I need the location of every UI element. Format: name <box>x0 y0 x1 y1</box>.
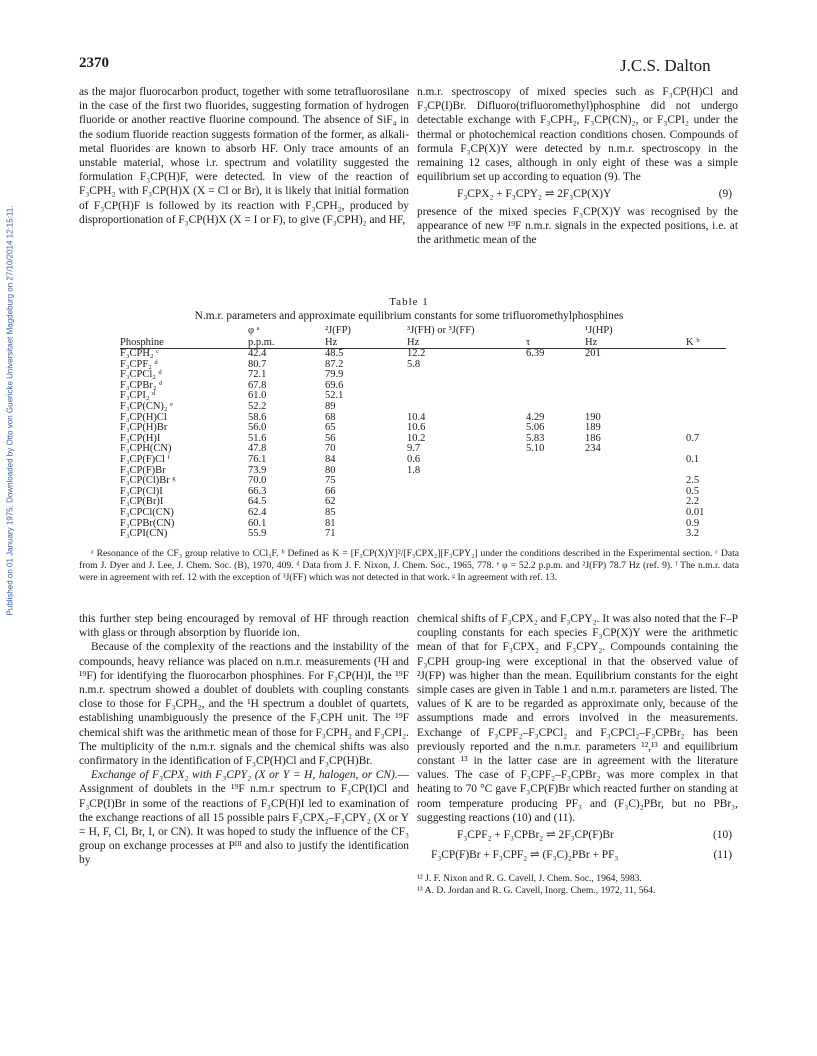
table-cell: 48.5 <box>325 348 344 359</box>
table-cell <box>407 402 526 413</box>
table-body <box>120 349 726 540</box>
table-header-cell: τ <box>526 337 585 349</box>
top-left-column <box>79 85 409 227</box>
table-cell: 72.1 <box>248 369 267 381</box>
table-cell: F₃CP(Br)I <box>120 496 164 508</box>
table-cell <box>407 476 526 487</box>
table-cell: 201 <box>585 348 601 359</box>
section-heading-exchange: Exchange of F₃CPX₂ with F₃CPY₂ (X or Y = H, halogen, or CN). <box>91 769 398 782</box>
equation-10-formula: F₃CPF₂ + F₃CPBr₂ ⇌ 2F₃CP(F)Br <box>457 829 614 842</box>
equation-9 <box>417 184 738 204</box>
table-cell: 73.9 <box>248 464 267 476</box>
table-cell: 85 <box>325 506 336 518</box>
table-cell <box>686 381 726 392</box>
table-cell: 0.9 <box>686 517 700 529</box>
table-row <box>120 497 726 508</box>
table-row <box>120 434 726 445</box>
table-header-cell <box>686 325 726 337</box>
table-cell: 234 <box>585 443 601 455</box>
table-cell <box>585 455 686 466</box>
table-cell: 52.1 <box>325 390 344 402</box>
table-cell: F₃CPCl₂ ᵈ <box>120 369 162 381</box>
download-watermark <box>2 150 18 670</box>
table-cell: 47.8 <box>248 443 267 455</box>
equation-10 <box>417 825 738 845</box>
table-cell: 75 <box>325 475 336 487</box>
table-cell <box>526 519 585 530</box>
table-cell <box>407 529 526 540</box>
bottom-left-paragraph-1: this further step being encouraged by removal of HF through reaction with glass or through absorption by fluoride ion. <box>79 613 409 640</box>
table-header-cell: ²J(FP) <box>325 325 351 336</box>
table-cell: 61.0 <box>248 390 267 402</box>
table-cell: 55.9 <box>248 528 267 540</box>
table-header-cell: K ᵇ <box>686 337 726 349</box>
table-cell <box>585 508 686 519</box>
table-cell <box>686 349 726 360</box>
table-cell <box>585 487 686 498</box>
table-cell <box>526 381 585 392</box>
table-cell: 69.6 <box>325 379 344 391</box>
table-row <box>120 476 726 487</box>
table-cell: 0.1 <box>686 453 700 465</box>
table-cell <box>407 381 526 392</box>
table-cell <box>585 529 686 540</box>
table-cell <box>526 508 585 519</box>
table-cell <box>526 476 585 487</box>
table-cell <box>526 360 585 371</box>
table-cell: F₃CP(H)Br <box>120 422 168 434</box>
table-cell: 65 <box>325 422 336 434</box>
table-row <box>120 508 726 519</box>
table-cell: 3.2 <box>686 528 700 540</box>
table-header-cell: Hz <box>585 337 686 349</box>
table-cell <box>585 466 686 477</box>
table-cell: 5.8 <box>407 358 421 370</box>
table-row <box>120 455 726 466</box>
table-cell: F₃CPCl(CN) <box>120 506 174 518</box>
table-cell: 1.8 <box>407 464 421 476</box>
journal-name: J.C.S. Dalton <box>620 56 711 75</box>
table-cell: 10.4 <box>407 411 426 423</box>
table-cell: 80.7 <box>248 358 267 370</box>
table-cell <box>585 381 686 392</box>
table-cell: 6.39 <box>526 348 545 359</box>
table-cell: 2.5 <box>686 475 700 487</box>
table-row <box>120 349 726 360</box>
top-right-paragraph-1: n.m.r. spectroscopy of mixed species such as F₃CP(H)Cl and F₃CP(I)Br. Difluoro(trifluoromethyl)phosphine did not undergo detectable exchange with F₃CPH₂, F₃CP(CN)₂, or F₃CPI₂ under the thermal or photochemical reaction conditions chosen. Compounds of formula F₃CP(X)Y were detected by n.m.r. spectroscopy in the remaining 12 cases, although in only eight of these was a simple equilibrium set up according to equation (9). The <box>417 86 738 184</box>
table-cell: 5.83 <box>526 432 545 444</box>
table-cell: F₃CP(CN)₂ ᵉ <box>120 400 173 412</box>
top-right-paragraph-2: presence of the mixed species F₃CP(X)Y was recognised by the appearance of new ¹⁹F n.m.r. signals in the expected positions, i.e. at the arithmetic mean of the <box>417 205 738 247</box>
table-row <box>120 444 726 455</box>
table-cell: 56 <box>325 432 336 444</box>
table-caption: N.m.r. parameters and approximate equilibrium constants for some trifluoromethylphosphines <box>194 310 624 322</box>
table-cell <box>526 529 585 540</box>
table-cell <box>526 487 585 498</box>
table-header-cell: ³J(FH) or ³J(FF) <box>407 325 475 336</box>
table-cell: 76.1 <box>248 453 267 465</box>
table-cell: 42.4 <box>248 348 267 359</box>
table-cell: 70 <box>325 443 336 455</box>
table-cell <box>585 497 686 508</box>
table-header-row-1 <box>120 325 726 337</box>
table-cell: 89 <box>325 400 336 412</box>
table-cell: 62 <box>325 496 336 508</box>
table-cell <box>585 476 686 487</box>
table-header-cell <box>120 325 248 337</box>
table-cell: F₃CP(F)Cl ᶠ <box>120 453 170 465</box>
nmr-parameters-table <box>120 325 726 540</box>
table-cell: 84 <box>325 453 336 465</box>
table-cell <box>526 455 585 466</box>
bottom-right-column <box>417 612 738 897</box>
table-cell: 66.3 <box>248 485 267 497</box>
equation-11-number: (11) <box>713 849 732 862</box>
table-header-cell: Hz <box>407 337 526 349</box>
table-row <box>120 529 726 540</box>
table-cell <box>585 402 686 413</box>
bottom-left-paragraph-3-text: —Assignment of doublets in the ¹⁹F n.m.r spectrum to F₃CP(I)Cl and F₃CP(I)Br in some of the reactions of F₃CP(H)I led to examination of the exchange reactions of all 15 possible pairs F₃CPX₂–F₃CPY₂ (X or Y = H, F, Cl, Br, I, or CN). It was hoped to study the influence of the CF₃ group on exchange processes at Pᴵᴵᴵ and also to justify the identification by <box>79 769 409 867</box>
table-row <box>120 360 726 371</box>
table-cell: 9.7 <box>407 443 421 455</box>
table-cell <box>407 487 526 498</box>
table-cell <box>686 413 726 424</box>
table-cell: F₃CPBr(CN) <box>120 517 175 529</box>
table-header-cell: Phosphine <box>120 337 248 349</box>
table-cell <box>526 402 585 413</box>
table-cell: 5.06 <box>526 422 545 434</box>
equation-11 <box>417 845 738 865</box>
top-right-column <box>417 85 738 247</box>
table-cell: 10.2 <box>407 432 426 444</box>
page-number: 2370 <box>79 55 109 71</box>
table-cell: 66 <box>325 485 336 497</box>
table-header-cell: p.p.m. <box>248 337 325 349</box>
table-cell: 67.8 <box>248 379 267 391</box>
table-cell: F₃CPH₂ ᶜ <box>120 348 159 359</box>
table-cell: 70.0 <box>248 475 267 487</box>
table-footnotes <box>79 548 739 583</box>
references <box>417 873 738 897</box>
table-cell: 0.7 <box>686 432 700 444</box>
bottom-left-paragraph-2: Because of the complexity of the reactions and the instability of the compounds, heavy reliance was placed on n.m.r. measurements (¹H and ¹⁹F) for identifying the fluorocarbon phosphines. For F₃CP(H)I, the ¹⁹F n.m.r. spectrum showed a doublet of doublets with coupling constants close to those for F₃CPH₂, and the ¹H spectrum a doublet of quartets, establishing unambiguously the presence of the F₃CPH unit. The ¹⁹F chemical shift was the arithmetic mean of those for F₃CPH₂ and F₃CPI₂. The multiplicity of the n.m.r. signals and the chemical shifts was also confirmatory in the identification of F₃CP(H)Cl and F₃CP(H)Br. <box>79 641 409 768</box>
bottom-left-column <box>79 612 409 868</box>
table-cell: 64.5 <box>248 496 267 508</box>
bottom-right-paragraph: chemical shifts of F₃CPX₂ and F₃CPY₂. It was also noted that the F–P coupling constants for each species F₃CP(X)Y were the arithmetic mean of that for F₃CPX₂ and F₃CPY₂. Compounds containing the F₃CPH group-ing were exceptional in that the observed value of ²J(FP) was higher than the mean. Equilibrium constants for the eight simple cases are given in Table 1 and n.m.r. parameters are listed. The values of K are to be regarded as approximate only, because of the assumptions made and errors involved in the measurements. Exchange of F₃CPF₂–F₃CPCl₂ and F₃CPCl₂–F₃CPBr₂ has been previously reported and the n.m.r. parameters ¹²,¹³ and equilibrium constant ¹³ in the latter case are in agreement with the literature values. The case of F₃CPF₂–F₃CPBr₂ was more complex in that heating to 70 °C gave F₃CP(F)Br which reacted further on standing at room temperature producing PF₃ and (F₃C)₂PBr, but no PBr₃, suggesting reactions (10) and (11). <box>417 613 738 824</box>
table-cell <box>526 391 585 402</box>
table-cell: F₃CPI₂ ᵈ <box>120 390 156 402</box>
table-cell: 186 <box>585 432 601 444</box>
table-row <box>120 519 726 530</box>
table-cell <box>526 370 585 381</box>
table-cell <box>407 391 526 402</box>
table-header-row-2 <box>120 337 726 349</box>
table-row <box>120 370 726 381</box>
table-cell <box>585 370 686 381</box>
table-cell: 68 <box>325 411 336 423</box>
table-cell <box>686 360 726 371</box>
table-cell <box>407 370 526 381</box>
table-cell: F₃CP(H)I <box>120 432 161 444</box>
table-cell: F₃CPBr₂ ᵈ <box>120 379 163 391</box>
table-row <box>120 381 726 392</box>
table-cell: 62.4 <box>248 506 267 518</box>
table-cell: F₃CP(F)Br <box>120 464 166 476</box>
table-cell: 79.9 <box>325 369 344 381</box>
table-title: Table 1 <box>389 296 429 308</box>
table-cell: F₃CPH(CN) <box>120 443 172 455</box>
table-cell <box>407 519 526 530</box>
table-footnote-text: ᵃ Resonance of the CF₃ group relative to CCl₃F. ᵇ Defined as K = [F₃CP(X)Y]²/[F₃CPX₂][F₃CPY₂] under the conditions described in the Experimental section. ᶜ Data from J. Dyer and J. Lee, J. Chem. Soc. (B), 1970, 409. ᵈ Data from J. F. Nixon, J. Chem. Soc., 1965, 778. ᵉ φ = 52.2 p.p.m. and ²J(FP) 78.7 Hz (ref. 9). ᶠ The n.m.r. data were in agreement with ref. 12 with the exception of ³J(FF) which was not detected in that work. ᵍ In agreement with ref. 13. <box>79 548 739 583</box>
top-left-paragraph: as the major fluorocarbon product, together with some tetrafluorosilane in the case of the first two fluorides, suggesting formation of hydrogen fluoride or another reactive fluorine compound. The absence of SiF₄ in the sodium fluoride reaction suggests formation of the former, as alkali-metal fluorides are known to absorb HF. Only trace amounts of an unstable material, whose i.r. spectrum and volatility suggested the formulation F₃CP(H)F, were detected. In view of the reaction of F₃CPH₂ with F₃CP(H)X (X = Cl or Br), it is likely that initial formation of F₃CP(H)F is followed by its reaction with F₃CPH₂, produced by disproportionation of F₃CP(H)X (X = I or F), to give (F₃CPH)₂ and HF, <box>79 86 409 226</box>
table-cell <box>526 466 585 477</box>
table-cell: F₃CP(Cl)I <box>120 485 163 497</box>
table-cell: 87.2 <box>325 358 344 370</box>
table-cell: 81 <box>325 517 336 529</box>
table-header-cell: φ ᵃ <box>248 325 260 336</box>
table-cell: 51.6 <box>248 432 267 444</box>
table-cell <box>686 402 726 413</box>
table-cell: 60.1 <box>248 517 267 529</box>
table-cell <box>686 370 726 381</box>
table-cell: 0.6 <box>407 453 421 465</box>
reference-12: ¹² J. F. Nixon and R. G. Cavell, J. Chem. Soc., 1964, 5983. <box>417 873 642 885</box>
table-cell: 190 <box>585 411 601 423</box>
download-watermark-text: Published on 01 January 1975. Downloaded by Otto von Guericke Universitaet Magdeburg on 27/10/2014 12:15:11. <box>5 205 15 615</box>
reference-13: ¹³ A. D. Jordan and R. G. Cavell, Inorg. Chem., 1972, 11, 564. <box>417 885 656 897</box>
table-row <box>120 402 726 413</box>
table-cell: F₃CP(H)Cl <box>120 411 167 423</box>
table-header-cell: Hz <box>325 337 407 349</box>
table-header-cell: ¹J(HP) <box>585 325 613 336</box>
table-cell <box>526 497 585 508</box>
table-cell <box>407 497 526 508</box>
table-cell <box>686 391 726 402</box>
table-cell: F₃CPI(CN) <box>120 528 168 540</box>
equation-10-number: (10) <box>713 829 732 842</box>
table-cell: F₃CP(Cl)Br ᵍ <box>120 475 176 487</box>
table-cell <box>585 519 686 530</box>
table-cell <box>407 508 526 519</box>
table-cell: 52.2 <box>248 400 267 412</box>
table-cell: 2.2 <box>686 496 700 508</box>
table-cell: 12.2 <box>407 348 426 359</box>
table-cell: 56.0 <box>248 422 267 434</box>
table-cell <box>585 360 686 371</box>
equation-9-formula: F₃CPX₂ + F₃CPY₂ ⇌ 2F₃CP(X)Y <box>457 188 612 201</box>
table-cell <box>585 391 686 402</box>
table-row <box>120 391 726 402</box>
table-cell: 5.10 <box>526 443 545 455</box>
table-row <box>120 466 726 477</box>
table-cell: 10.6 <box>407 422 426 434</box>
equation-11-formula: F₃CP(F)Br + F₃CPF₂ ⇌ (F₃C)₂PBr + PF₃ <box>431 849 619 862</box>
bottom-left-paragraph-3 <box>79 768 409 867</box>
equation-9-number: (9) <box>718 188 732 201</box>
table-cell: 4.29 <box>526 411 545 423</box>
table-cell: F₃CPF₂ ᵈ <box>120 358 158 370</box>
table-cell: 71 <box>325 528 336 540</box>
table-cell: 189 <box>585 422 601 434</box>
table-cell: 80 <box>325 464 336 476</box>
table-cell: 0.01 <box>686 506 705 518</box>
table-cell: 0.5 <box>686 485 700 497</box>
table-header-cell <box>526 325 585 337</box>
table-cell: 58.6 <box>248 411 267 423</box>
table-row <box>120 487 726 498</box>
